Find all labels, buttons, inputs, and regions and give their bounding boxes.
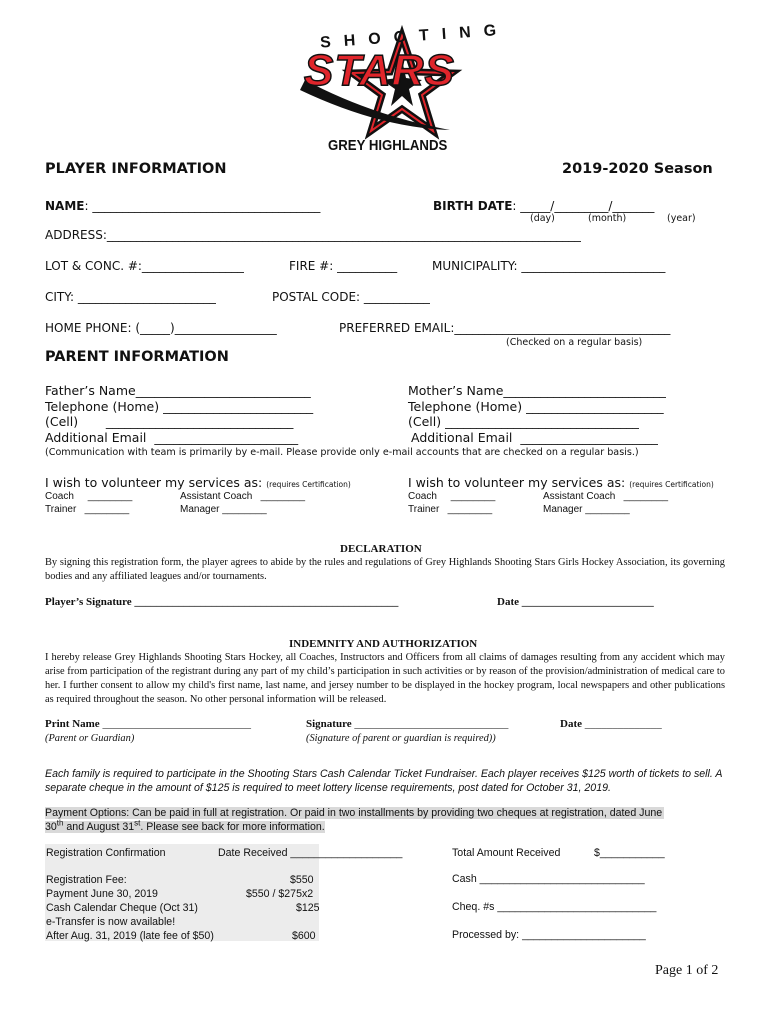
father-home-phone-field[interactable]: Telephone (Home) ________________________ [45,399,314,414]
volunteer-trainer-right[interactable]: Trainer ________ [408,504,493,515]
volunteer-right [408,475,738,515]
city-field[interactable]: CITY: _______________________ [45,290,216,304]
fundraiser-notice: Each family is required to participate in the Shooting Stars Cash Calendar Ticket Fundraiser. Each player receives $125 worth of tickets to sell. A separate cheque in the amount of $125 is required to meet lottery license requirements, post dated for October 31, 2019. [45,768,723,794]
volunteer-coach-left[interactable]: Coach ________ [45,491,133,502]
fee-row: Registration Fee: $550 [46,874,314,886]
mother-cell-field[interactable]: (Cell) _______________________________ [408,414,639,429]
father-name-field[interactable]: Father’s Name____________________________ [45,383,311,398]
logo-stars-text: STARS [304,46,455,95]
indemnity-date-line: ______________ [582,718,662,730]
volunteer-heading-right: I wish to volunteer my services as: [408,475,630,490]
mother-email-field[interactable]: Additional Email ______________________ [411,430,658,445]
logo [290,20,510,156]
name-field[interactable] [45,199,320,213]
fee-row: Cash Calendar Cheque (Oct 31) $125 [46,902,320,914]
email-note: (Checked on a regular basis) [506,337,643,348]
print-name-field[interactable] [45,718,251,730]
registration-confirmation: Registration Confirmation [46,847,166,859]
birth-date-line: : _____/_________/_______ [512,199,655,213]
print-name-label: Print Name [45,718,100,730]
declaration-heading: DECLARATION [340,543,422,555]
volunteer-trainer-left[interactable]: Trainer ________ [45,504,130,515]
birth-date-field[interactable] [433,199,654,213]
indemnity-date-field[interactable] [560,718,662,730]
certification-note-right: (requires Certification) [629,480,714,489]
postal-code-field[interactable]: POSTAL CODE: ___________ [272,290,430,304]
father-email-field[interactable]: Additional Email _______________________ [45,430,299,445]
birth-year-hint: (year) [667,213,696,224]
volunteer-assistant-right[interactable]: Assistant Coach ________ [543,491,669,502]
cash-field[interactable]: Cash ____________________________ [452,873,645,885]
print-name-line: ___________________________ [99,718,251,730]
parent-info-heading: PARENT INFORMATION [45,349,229,365]
name-label: NAME [45,199,85,213]
payment-options [45,806,664,834]
indemnity-heading: INDEMNITY AND AUTHORIZATION [289,638,478,650]
name-line: : ______________________________________ [84,199,321,213]
certification-note-left: (requires Certification) [266,480,351,489]
birth-day-hint: (day) [530,213,555,224]
mother-name-field[interactable]: Mother’s Name__________________________ [408,383,666,398]
cheque-numbers-field[interactable]: Cheq. #s ___________________________ [452,901,657,913]
volunteer-assistant-left[interactable]: Assistant Coach ________ [180,491,306,502]
mother-home-phone-field[interactable]: Telephone (Home) ______________________ [408,399,664,414]
indemnity-text: I hereby release Grey Highlands Shooting Stars Hockey, all Coaches, Instructors and Officers from all claims of damages resulting from any accident which may arise from participation of the registrant during any part of my child’s participation in such activities or by reason of the provision/administration of medical care to her. I further consent to allow my child's first name, last name, and jersey number to be displayed in the hockey program, local newspapers and other publications as required throughout the season. No other personal information will be released. [45,652,725,705]
total-amount-field[interactable]: $___________ [594,847,665,859]
logo-shooting-text: SHOOTING [319,21,510,52]
volunteer-coach-right[interactable]: Coach ________ [408,491,496,502]
fee-list [46,873,320,943]
parent-guardian-note: (Parent or Guardian) [45,733,135,744]
season-heading: 2019-2020 Season [562,161,713,177]
declaration-text: By signing this registration form, the player agrees to abide by the rules and regulations of Grey Highlands Shooting Stars Girls Hockey Association, its governing bodies and any affiliated leagues and/or tournaments. [45,557,725,582]
signature-required-note: (Signature of parent or guardian is required)) [306,733,496,744]
page-number: Page 1 of 2 [655,963,719,978]
volunteer-heading-left: I wish to volunteer my services as: [45,475,267,490]
volunteer-manager-right[interactable]: Manager ________ [543,504,630,515]
payment-options-line1: Payment Options: Can be paid in full at registration. Or paid in two installments by providing two cheques at registration, dated June [45,807,663,819]
indemnity-date-label: Date [560,718,582,730]
fee-row: Payment June 30, 2019 $550 / $275x2 [46,888,314,900]
processed-by-field[interactable]: Processed by: _____________________ [452,929,646,941]
volunteer-left [45,475,375,515]
lot-conc-field[interactable]: LOT & CONC. #:_________________ [45,259,244,273]
date-received-field[interactable]: Date Received ___________________ [218,847,403,859]
volunteer-manager-left[interactable]: Manager ________ [180,504,267,515]
payment-options-line2: 30th and August 31st. Please see back for more information. [45,818,325,833]
preferred-email-field[interactable]: PREFERRED EMAIL:____________________________________ [339,321,671,335]
signature-label: Signature [306,718,352,730]
signature-line: ____________________________ [351,718,509,730]
birth-month-hint: (month) [588,213,627,224]
logo-grey-highlands-text: GREY HIGHLANDS [328,137,448,154]
declaration-date-field[interactable]: Date ________________________ [497,596,654,608]
fire-number-field[interactable]: FIRE #: __________ [289,259,398,273]
address-field[interactable]: ADDRESS:_______________________________________________________________________________ [45,228,581,242]
municipality-field[interactable]: MUNICIPALITY: ________________________ [432,259,666,273]
player-info-heading: PLAYER INFORMATION [45,161,227,177]
guardian-signature-field[interactable] [306,718,508,730]
home-phone-field[interactable]: HOME PHONE: (_____)_________________ [45,321,277,335]
father-cell-field[interactable]: (Cell) ______________________________ [45,414,294,429]
birth-date-label: BIRTH DATE [433,199,513,213]
player-signature-field[interactable]: Player’s Signature ________________________________________________ [45,596,399,608]
fee-row: After Aug. 31, 2019 (late fee of $50) $600 [46,930,316,942]
total-amount-label: Total Amount Received [452,847,561,859]
communication-note: (Communication with team is primarily by e-mail. Please provide only e-mail accounts that are checked on a regular basis.) [45,447,639,458]
fee-row: e-Transfer is now available! [46,916,176,928]
